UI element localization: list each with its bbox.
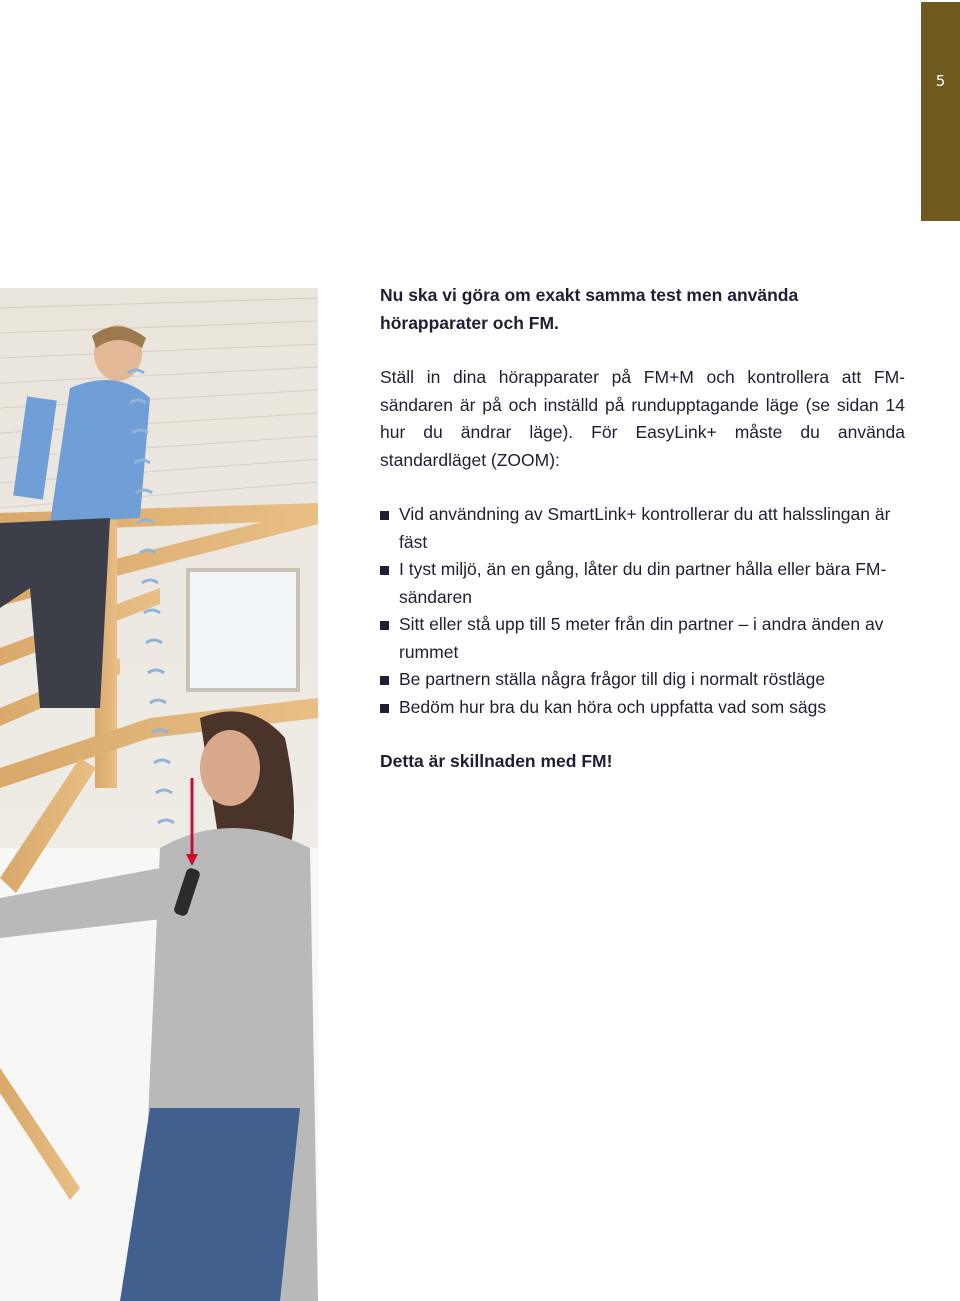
content-column	[380, 282, 905, 776]
instruction-list	[380, 501, 905, 721]
list-item-text: Be partnern ställa några frågor till dig i normalt röstläge	[399, 669, 826, 689]
list-item	[380, 501, 905, 556]
bullet-square-icon	[380, 676, 389, 685]
photo-illustration	[0, 288, 318, 1301]
list-item	[380, 666, 905, 694]
lead-text: Nu ska vi göra om exakt samma test men använda hörapparater och FM.	[380, 285, 799, 333]
list-item-text: Sitt eller stå upp till 5 meter från din partner – i andra änden av rummet	[399, 614, 884, 662]
bullet-square-icon	[380, 621, 389, 630]
closing-text: Detta är skillnaden med FM!	[380, 751, 613, 771]
list-item	[380, 611, 905, 666]
bullet-square-icon	[380, 566, 389, 575]
list-item-text: I tyst miljö, än en gång, låter du din partner hålla eller bära FM-sändaren	[399, 559, 887, 607]
list-item-text: Vid användning av SmartLink+ kontrollerar du att halsslingan är fäst	[399, 504, 891, 552]
page-tab	[921, 2, 960, 221]
page-number: 5	[935, 72, 946, 90]
bullet-square-icon	[380, 704, 389, 713]
photo-stairwell-fm-demo	[0, 288, 318, 1301]
list-item	[380, 694, 905, 722]
intro-text: Ställ in dina hörapparater på FM+M och kontrollera att FM-sändaren är på och inställd på rundupptagande läge (se sidan 14 hur du ändrar läge). För EasyLink+ måste du använda standardläget (ZOOM):	[380, 367, 905, 470]
list-item	[380, 556, 905, 611]
list-item-text: Bedöm hur bra du kan höra och uppfatta vad som sägs	[399, 696, 827, 717]
bullet-square-icon	[380, 511, 389, 520]
